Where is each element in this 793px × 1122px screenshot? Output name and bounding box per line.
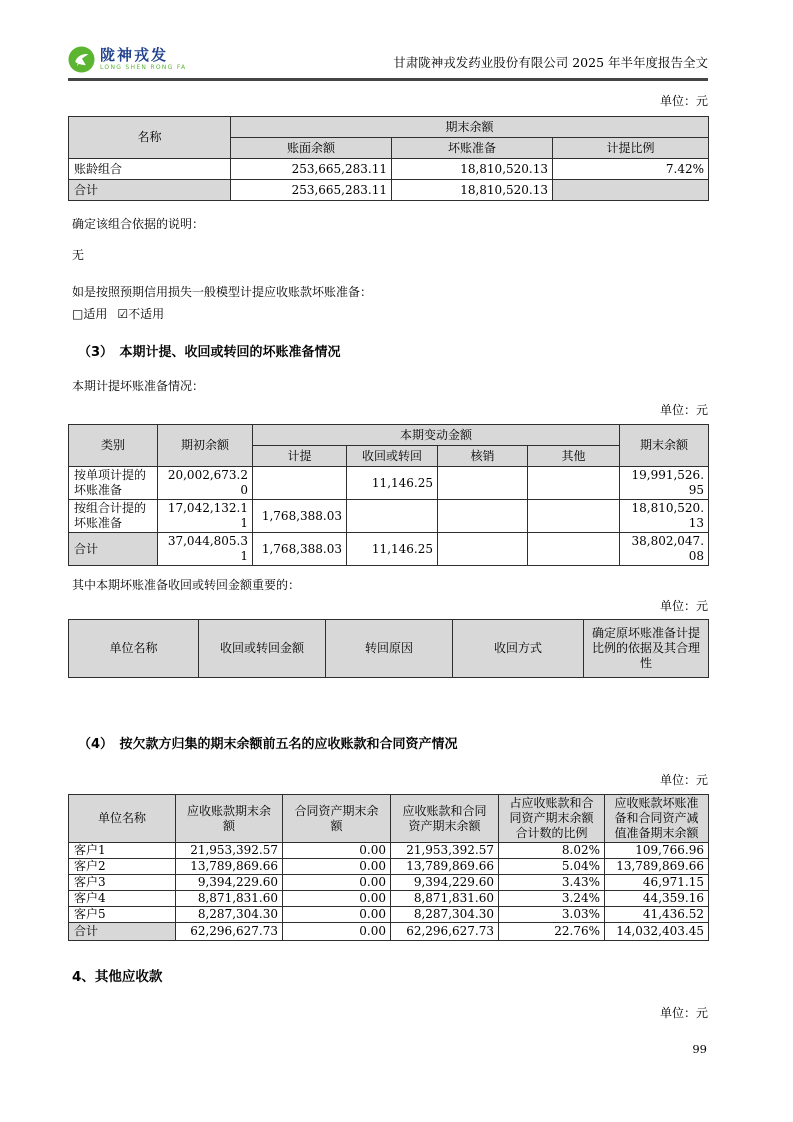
other-value — [528, 467, 620, 500]
col-header-bad-debt: 坏账准备 — [392, 138, 553, 159]
col-header-method: 收回方式 — [453, 620, 584, 678]
contract-value: 0.00 — [283, 891, 391, 907]
brand-name-cn: 陇神戎发 — [100, 46, 169, 64]
col-header-reason: 转回原因 — [326, 620, 453, 678]
table-row — [69, 907, 709, 923]
checkbox-applicable-unchecked: □适用 — [72, 307, 108, 321]
combined-value: 13,789,869.66 — [391, 859, 499, 875]
category-label: 按单项计提的坏账准备 — [69, 467, 158, 500]
col-header-combined-ending: 应收账款和合同资产期末余额 — [391, 795, 499, 843]
bad-debt-value: 18,810,520.13 — [392, 159, 553, 180]
ar-value: 13,789,869.66 — [176, 859, 283, 875]
col-header-period-end: 期末余额 — [231, 117, 709, 138]
ratio-total-empty — [553, 180, 709, 201]
other-total — [528, 533, 620, 566]
ar-value: 8,287,304.30 — [176, 907, 283, 923]
provision-movement-table — [68, 424, 709, 566]
ratio-value: 8.02% — [499, 843, 605, 859]
brand-name-en: LONG SHEN RONG FA — [100, 64, 187, 71]
recover-value — [347, 500, 438, 533]
other-receivables-title: 4、其他应收款 — [72, 969, 163, 985]
table-row — [69, 159, 709, 180]
beginning-value: 17,042,132.11 — [158, 500, 253, 533]
section3-intro: 本期计提坏账准备情况： — [72, 379, 205, 393]
ar-value: 9,394,229.60 — [176, 875, 283, 891]
table-row — [69, 500, 709, 533]
col-header-beginning: 期初余额 — [158, 425, 253, 467]
total-label: 合计 — [69, 923, 176, 941]
table-row — [69, 467, 709, 500]
contract-value: 0.00 — [283, 859, 391, 875]
combined-value: 8,287,304.30 — [391, 907, 499, 923]
checkbox-not-applicable-checked: ☑不适用 — [117, 307, 165, 321]
ending-value: 19,991,526.95 — [620, 467, 709, 500]
col-header-book-balance: 账面余额 — [231, 138, 392, 159]
accrual-value — [253, 467, 347, 500]
beginning-value: 20,002,673.20 — [158, 467, 253, 500]
col-header-amount: 收回或转回金额 — [199, 620, 326, 678]
col-header-ar-ending: 应收账款期末余额 — [176, 795, 283, 843]
document-title: 甘肃陇神戎发药业股份有限公司 2025 年半年度报告全文 — [393, 55, 708, 70]
table-total-row — [69, 180, 709, 201]
ratio-value: 3.43% — [499, 875, 605, 891]
recover-value: 11,146.25 — [347, 467, 438, 500]
recover-detail-table — [68, 619, 709, 678]
col-header-writeoff: 核销 — [438, 446, 528, 467]
combined-value: 21,953,392.57 — [391, 843, 499, 859]
recover-note: 其中本期坏账准备收回或转回金额重要的： — [72, 578, 301, 592]
contract-value: 0.00 — [283, 843, 391, 859]
ar-total: 62,296,627.73 — [176, 923, 283, 941]
book-balance-value: 253,665,283.11 — [231, 159, 392, 180]
combined-value: 8,871,831.60 — [391, 891, 499, 907]
section3-title: （3） 本期计提、收回或转回的坏账准备情况 — [78, 345, 341, 360]
applicability-options — [68, 307, 708, 322]
col-header-provision: 应收账款坏账准备和合同资产减值准备期末余额 — [605, 795, 709, 843]
col-header-name: 名称 — [69, 117, 231, 159]
col-header-contract-ending: 合同资产期末余额 — [283, 795, 391, 843]
col-header-ending: 期末余额 — [620, 425, 709, 467]
provision-value: 44,359.16 — [605, 891, 709, 907]
unit-label-5: 单位：元 — [659, 1006, 708, 1020]
table-row — [69, 843, 709, 859]
contract-value: 0.00 — [283, 907, 391, 923]
unit-label-2: 单位：元 — [659, 403, 708, 417]
category-label: 按组合计提的坏账准备 — [69, 500, 158, 533]
unit-label-4: 单位：元 — [659, 773, 708, 787]
page-number: 99 — [692, 1042, 707, 1056]
table-header-row — [69, 795, 709, 843]
col-header-recover: 收回或转回 — [347, 446, 438, 467]
table-row — [69, 875, 709, 891]
col-header-unit: 单位名称 — [69, 620, 199, 678]
other-value — [528, 500, 620, 533]
customer-label: 客户3 — [69, 875, 176, 891]
unit-label-1: 单位：元 — [659, 94, 708, 108]
table-header-row — [69, 620, 709, 678]
table-total-row — [69, 923, 709, 941]
writeoff-value — [438, 500, 528, 533]
brand-text — [100, 48, 186, 71]
contract-total: 0.00 — [283, 923, 391, 941]
ratio-value: 5.04% — [499, 859, 605, 875]
top-customers-table — [68, 794, 709, 941]
provision-value: 13,789,869.66 — [605, 859, 709, 875]
contract-value: 0.00 — [283, 875, 391, 891]
provision-value: 109,766.96 — [605, 843, 709, 859]
recover-total: 11,146.25 — [347, 533, 438, 566]
company-brand — [68, 46, 186, 73]
ar-value: 8,871,831.60 — [176, 891, 283, 907]
basis-note-label: 确定该组合依据的说明： — [72, 217, 205, 231]
col-header-unit: 单位名称 — [69, 795, 176, 843]
bad-debt-total: 18,810,520.13 — [392, 180, 553, 201]
section4-title: （4） 按欠款方归集的期末余额前五名的应收账款和合同资产情况 — [78, 737, 458, 752]
table-header-row — [69, 425, 709, 446]
accrual-value: 1,768,388.03 — [253, 500, 347, 533]
writeoff-value — [438, 467, 528, 500]
col-header-other: 其他 — [528, 446, 620, 467]
portfolio-table — [68, 116, 709, 201]
writeoff-total — [438, 533, 528, 566]
table-row — [69, 891, 709, 907]
ratio-value: 3.24% — [499, 891, 605, 907]
ending-value: 18,810,520.13 — [620, 500, 709, 533]
total-label: 合计 — [69, 533, 158, 566]
col-header-category: 类别 — [69, 425, 158, 467]
customer-label: 客户2 — [69, 859, 176, 875]
total-label: 合计 — [69, 180, 231, 201]
table-total-row — [69, 533, 709, 566]
col-header-accrual: 计提 — [253, 446, 347, 467]
ratio-value: 7.42% — [553, 159, 709, 180]
table-row — [69, 859, 709, 875]
provision-value: 41,436.52 — [605, 907, 709, 923]
book-balance-total: 253,665,283.11 — [231, 180, 392, 201]
ecl-question: 如是按照预期信用损失一般模型计提应收账款坏账准备： — [72, 285, 373, 299]
col-header-basis: 确定原坏账准备计提比例的依据及其合理性 — [584, 620, 709, 678]
col-header-ratio: 计提比例 — [553, 138, 709, 159]
combined-total: 62,296,627.73 — [391, 923, 499, 941]
accrual-total: 1,768,388.03 — [253, 533, 347, 566]
table-header-row — [69, 117, 709, 138]
unit-label-3: 单位：元 — [659, 599, 708, 613]
col-header-change-group: 本期变动金额 — [253, 425, 620, 446]
customer-label: 客户1 — [69, 843, 176, 859]
company-logo-icon — [68, 46, 95, 73]
col-header-ratio: 占应收账款和合同资产期末余额合计数的比例 — [499, 795, 605, 843]
ratio-value: 3.03% — [499, 907, 605, 923]
row-name: 账龄组合 — [69, 159, 231, 180]
beginning-total: 37,044,805.31 — [158, 533, 253, 566]
provision-value: 46,971.15 — [605, 875, 709, 891]
customer-label: 客户4 — [69, 891, 176, 907]
basis-note-value: 无 — [72, 248, 85, 262]
page-header — [68, 46, 708, 81]
combined-value: 9,394,229.60 — [391, 875, 499, 891]
ar-value: 21,953,392.57 — [176, 843, 283, 859]
ending-total: 38,802,047.08 — [620, 533, 709, 566]
customer-label: 客户5 — [69, 907, 176, 923]
ratio-total: 22.76% — [499, 923, 605, 941]
provision-total: 14,032,403.45 — [605, 923, 709, 941]
